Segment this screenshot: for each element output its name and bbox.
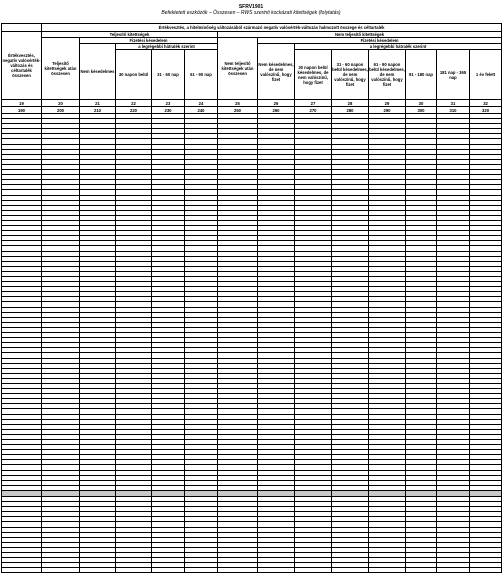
column-number: 26 bbox=[258, 100, 295, 107]
header-performing: Teljesítő kitettségek bbox=[42, 32, 218, 38]
column-number: 22 bbox=[116, 100, 152, 107]
column-number: 31 bbox=[437, 100, 470, 107]
col-30-label: 91 - 180 nap bbox=[406, 50, 437, 100]
column-code: 320 bbox=[470, 107, 502, 114]
column-code: 300 bbox=[406, 107, 437, 114]
column-code-row bbox=[2, 107, 502, 114]
column-code: 250 bbox=[218, 107, 258, 114]
column-number: 30 bbox=[406, 100, 437, 107]
col-29-label: 61 - 90 napon belül késedelmes, de nem valószínű, hogy fizet bbox=[369, 50, 406, 100]
column-number: 25 bbox=[218, 100, 258, 107]
column-code: 280 bbox=[332, 107, 369, 114]
col-26-label: Nem késedelmes, de nem valószínű, hogy fizet bbox=[258, 44, 295, 100]
table-row bbox=[2, 568, 502, 573]
table-cell[interactable] bbox=[369, 568, 406, 573]
blank-corner bbox=[2, 24, 42, 32]
table-cell[interactable] bbox=[80, 568, 116, 573]
header-performing-overdue: Fizetési késedelem bbox=[80, 38, 218, 44]
col-27-label: 30 napon belül késedelmes, de nem valószínű, hogy fizet bbox=[295, 50, 332, 100]
header-top: Értékvesztés, a hitelminőség változásából származó negatív valósérték-változás halmozott összege és céltartalék bbox=[42, 24, 502, 32]
table-cell[interactable] bbox=[258, 568, 295, 573]
col-31-label: 181 nap - 365 nap bbox=[437, 50, 470, 100]
col-24-label: 61 - 90 nap bbox=[185, 50, 218, 100]
column-code: 220 bbox=[116, 107, 152, 114]
column-number: 32 bbox=[470, 100, 502, 107]
table-cell[interactable] bbox=[185, 568, 218, 573]
table-cell[interactable] bbox=[437, 568, 470, 573]
column-number: 19 bbox=[2, 100, 42, 107]
col-25-label: Nem teljesítő kitettségek után összesen bbox=[218, 38, 258, 100]
header-nonperforming: Nem teljesítő kitettségek bbox=[218, 32, 502, 38]
form-subtitle: Befektetett eszközök – Összesen – RWS szerinti kockázati kitettségek (folytatás) bbox=[161, 10, 341, 16]
column-code: 310 bbox=[437, 107, 470, 114]
col-28-label: 31 - 60 napon belül késedelmes, de nem valószínű, hogy fizet bbox=[332, 50, 369, 100]
table-cell[interactable] bbox=[2, 568, 42, 573]
column-number: 28 bbox=[332, 100, 369, 107]
table-cell[interactable] bbox=[218, 568, 258, 573]
column-code: 210 bbox=[80, 107, 116, 114]
column-code: 200 bbox=[42, 107, 80, 114]
column-code: 240 bbox=[185, 107, 218, 114]
col-20-label: Teljesítő kitettségek után összesen bbox=[42, 38, 80, 100]
column-number: 29 bbox=[369, 100, 406, 107]
column-number: 21 bbox=[80, 100, 116, 107]
table-cell[interactable] bbox=[406, 568, 437, 573]
column-number: 20 bbox=[42, 100, 80, 107]
col-19-label: Értékvesztés, negatív valósérték-változás és céltartalék összesen bbox=[2, 32, 42, 100]
col-21-label: Nem késedelmes bbox=[80, 44, 116, 100]
form-code: SFRV1901 bbox=[238, 4, 264, 10]
column-code: 230 bbox=[152, 107, 185, 114]
header-nonperforming-days: a legrégebbi hátralék szerint bbox=[295, 44, 502, 50]
column-number: 27 bbox=[295, 100, 332, 107]
col-23-label: 31 - 60 nap bbox=[152, 50, 185, 100]
column-number: 24 bbox=[185, 100, 218, 107]
column-code: 290 bbox=[369, 107, 406, 114]
column-code: 190 bbox=[2, 107, 42, 114]
column-number-row bbox=[2, 100, 502, 107]
table-cell[interactable] bbox=[332, 568, 369, 573]
table-cell[interactable] bbox=[295, 568, 332, 573]
header-nonperforming-overdue: Fizetési késedelem bbox=[258, 38, 502, 44]
col-22-label: 30 napon belül bbox=[116, 50, 152, 100]
header-performing-days: a legrégebbi hátralék szerint bbox=[116, 44, 218, 50]
table-cell[interactable] bbox=[152, 568, 185, 573]
column-number: 23 bbox=[152, 100, 185, 107]
col-32-label: 1 év felett bbox=[470, 50, 502, 100]
table-cell[interactable] bbox=[470, 568, 502, 573]
table-cell[interactable] bbox=[116, 568, 152, 573]
column-code: 270 bbox=[295, 107, 332, 114]
data-table bbox=[1, 23, 502, 573]
column-code: 260 bbox=[258, 107, 295, 114]
table-cell[interactable] bbox=[42, 568, 80, 573]
